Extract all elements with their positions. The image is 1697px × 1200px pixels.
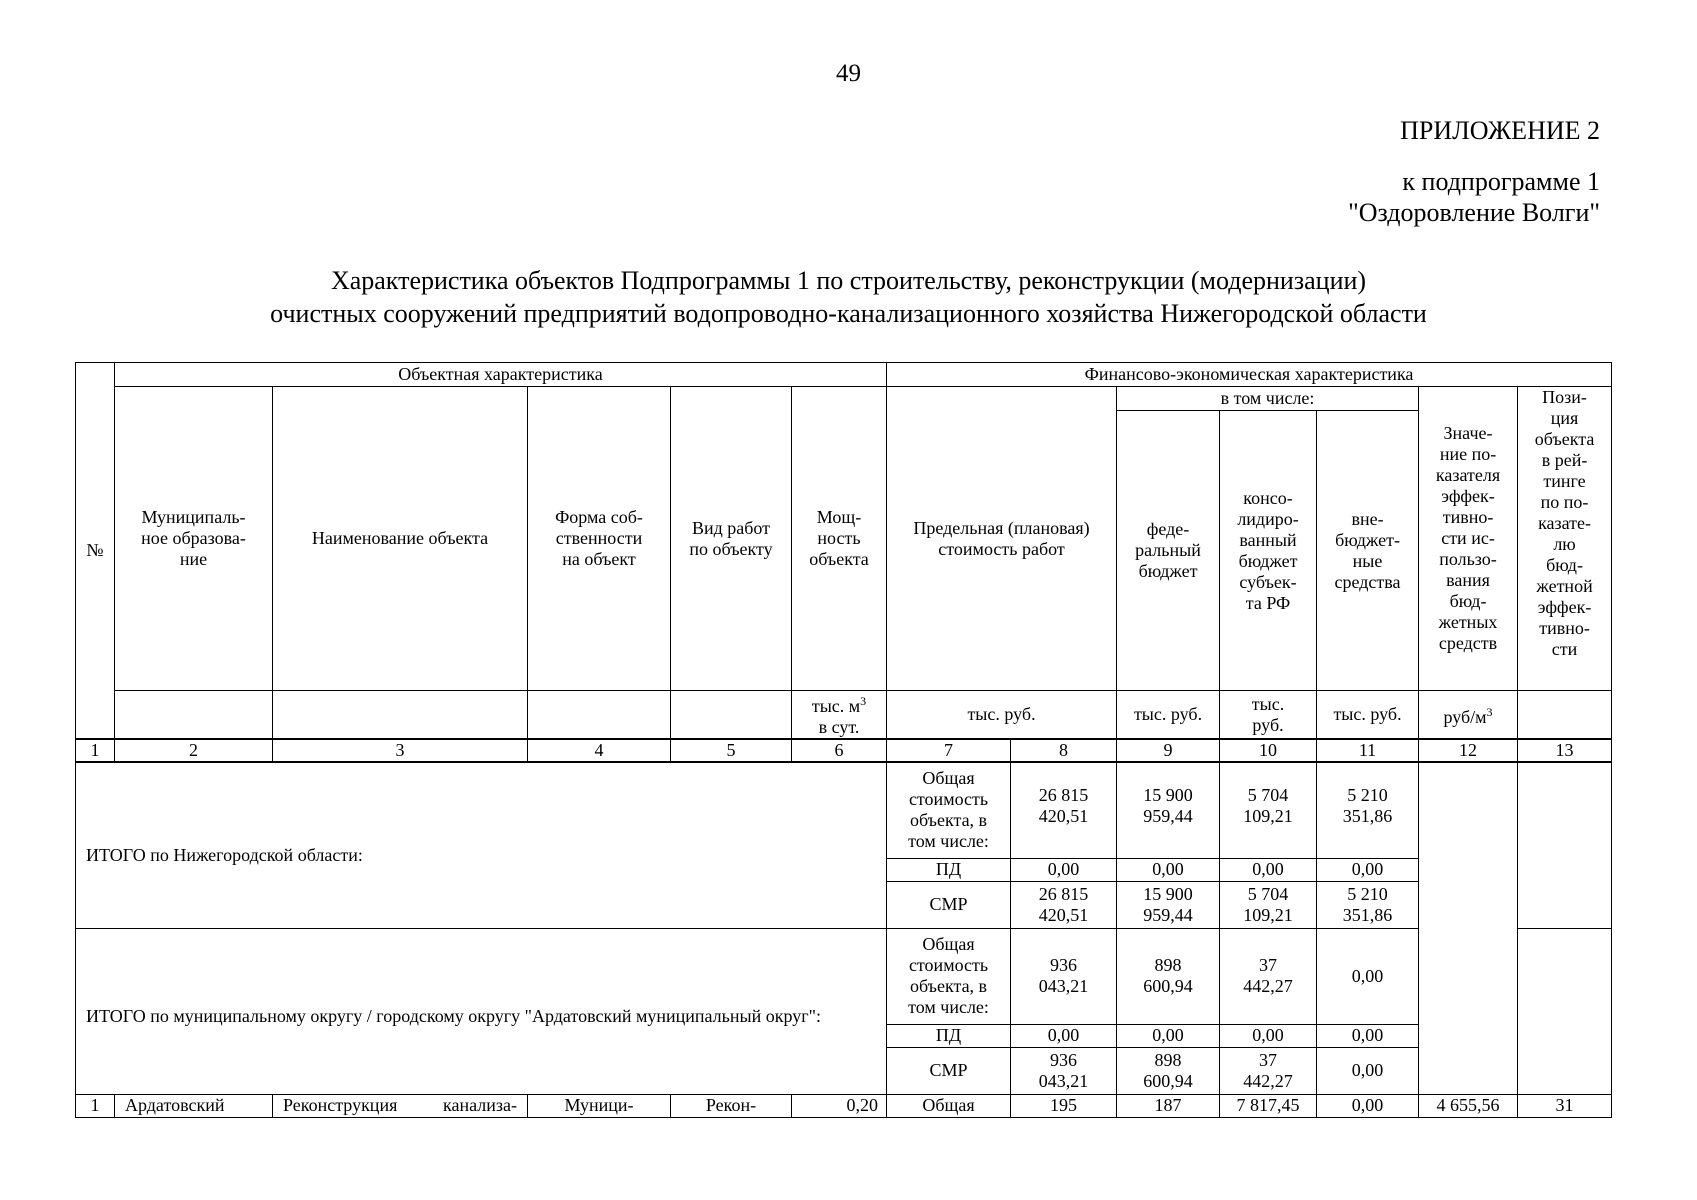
indicator-empty	[1419, 762, 1518, 1094]
cost-value: 936 043,21	[1011, 1047, 1117, 1094]
object-federal: 187	[1117, 1094, 1220, 1117]
offbudget-value: 5 210 351,86	[1317, 881, 1419, 928]
appendix-label: ПРИЛОЖЕНИЕ 2	[1400, 116, 1600, 145]
consolidated-value: 5 704 109,21	[1220, 762, 1317, 858]
object-row	[76, 1094, 1612, 1117]
unit-object-name	[273, 691, 528, 740]
header-object-group: Объектная характеристика	[115, 363, 887, 387]
header-municipality: Муниципаль- ное образова- ние	[115, 387, 273, 691]
total-region-row-total	[76, 762, 1612, 858]
header-including: в том числе:	[1117, 387, 1419, 411]
offbudget-value: 5 210 351,86	[1317, 762, 1419, 858]
object-cost-type: Общая	[887, 1094, 1011, 1117]
total-district-row-total	[76, 928, 1612, 1024]
column-numbers-row	[76, 739, 1612, 762]
header-row-including	[76, 387, 1612, 411]
federal-value: 898 600,94	[1117, 1047, 1220, 1094]
object-ownership: Муници-	[528, 1094, 671, 1117]
offbudget-value: 0,00	[1317, 858, 1419, 881]
federal-value: 15 900 959,44	[1117, 881, 1220, 928]
cost-type: ПД	[887, 858, 1011, 881]
federal-value: 0,00	[1117, 858, 1220, 881]
col-number: 4	[528, 739, 671, 762]
unit-capacity-text: тыс. м	[811, 696, 861, 716]
offbudget-value: 0,00	[1317, 928, 1419, 1024]
offbudget-value: 0,00	[1317, 1047, 1419, 1094]
offbudget-value: 0,00	[1317, 1024, 1419, 1047]
unit-position	[1518, 691, 1612, 740]
object-capacity: 0,20	[792, 1094, 887, 1117]
cost-value: 936 043,21	[1011, 928, 1117, 1024]
unit-offbudget: тыс. руб.	[1317, 691, 1419, 740]
consolidated-value: 37 442,27	[1220, 1047, 1317, 1094]
unit-capacity-text-2: в сут.	[818, 717, 860, 737]
header-max-cost: Предельная (плановая) стоимость работ	[887, 387, 1117, 691]
title-line-2: очистных сооружений предприятий водопроводно-канализационного хозяйства Нижегородской области	[270, 299, 1427, 328]
col-number: 12	[1419, 739, 1518, 762]
unit-ownership	[528, 691, 671, 740]
cost-type: СМР	[887, 1047, 1011, 1094]
position-empty	[1518, 928, 1612, 1094]
title-line-1: Характеристика объектов Подпрограммы 1 по строительству, реконструкции (модернизации)	[330, 266, 1367, 295]
header-finance-group: Финансово-экономическая характеристика	[887, 363, 1612, 387]
object-municipality: Ардатовский	[115, 1094, 273, 1117]
consolidated-value: 0,00	[1220, 1024, 1317, 1047]
page-number: 49	[836, 60, 861, 87]
cost-type: СМР	[887, 881, 1011, 928]
col-number: 10	[1220, 739, 1317, 762]
unit-capacity-sup: 3	[860, 694, 867, 708]
col-number: 7	[887, 739, 1011, 762]
object-work-type: Рекон-	[671, 1094, 792, 1117]
object-name: Реконструкция канализа-	[273, 1094, 528, 1117]
consolidated-value: 5 704 109,21	[1220, 881, 1317, 928]
cost-value: 26 815 420,51	[1011, 881, 1117, 928]
col-number: 3	[273, 739, 528, 762]
header-number: №	[76, 363, 115, 740]
total-district-label: ИТОГО по муниципальному округу / городскому округу "Ардатовский муниципальный округ":	[76, 928, 887, 1094]
header-indicator: Значе- ние по- казателя эффек- тивно- сти ис- пользо- вания бюд- жетных средств	[1419, 387, 1518, 691]
col-number: 6	[792, 739, 887, 762]
col-number: 1	[76, 739, 115, 762]
consolidated-value: 37 442,27	[1220, 928, 1317, 1024]
cost-value: 0,00	[1011, 858, 1117, 881]
subprogram-line-2: "Оздоровление Волги"	[1348, 198, 1600, 227]
unit-cost: тыс. руб.	[887, 691, 1117, 740]
cost-value: 26 815 420,51	[1011, 762, 1117, 858]
header-row-units	[76, 691, 1612, 740]
total-region-label: ИТОГО по Нижегородской области:	[76, 762, 887, 928]
federal-value: 15 900 959,44	[1117, 762, 1220, 858]
unit-federal: тыс. руб.	[1117, 691, 1220, 740]
unit-indicator	[1419, 691, 1518, 740]
object-cost: 195	[1011, 1094, 1117, 1117]
header-ownership: Форма соб- ственности на объект	[528, 387, 671, 691]
col-number: 9	[1117, 739, 1220, 762]
unit-indicator-text: руб/м	[1443, 706, 1487, 727]
object-number: 1	[76, 1094, 115, 1117]
unit-municipality	[115, 691, 273, 740]
objects-table	[75, 362, 1612, 1118]
cost-type: ПД	[887, 1024, 1011, 1047]
federal-value: 898 600,94	[1117, 928, 1220, 1024]
subprogram-reference	[1348, 166, 1600, 228]
col-number: 11	[1317, 739, 1419, 762]
header-consolidated: консо- лидиро- ванный бюджет субъек- та РФ	[1220, 411, 1317, 691]
header-object-name: Наименование объекта	[273, 387, 528, 691]
position-empty	[1518, 762, 1612, 928]
header-position: Пози- ция объекта в рей- тинге по по- казате- лю бюд- жетной эффек- тивно- сти	[1518, 387, 1612, 691]
object-consolidated: 7 817,45	[1220, 1094, 1317, 1117]
col-number: 2	[115, 739, 273, 762]
consolidated-value: 0,00	[1220, 858, 1317, 881]
header-work-type: Вид работ по объекту	[671, 387, 792, 691]
unit-capacity	[792, 691, 887, 740]
header-capacity: Мощ- ность объекта	[792, 387, 887, 691]
col-number: 5	[671, 739, 792, 762]
unit-work-type	[671, 691, 792, 740]
cost-type: Общая стоимость объекта, в том числе:	[887, 928, 1011, 1024]
col-number: 13	[1518, 739, 1612, 762]
col-number: 8	[1011, 739, 1117, 762]
object-indicator: 4 655,56	[1419, 1094, 1518, 1117]
unit-indicator-sup: 3	[1486, 704, 1493, 719]
header-federal: феде- ральный бюджет	[1117, 411, 1220, 691]
document-title	[0, 264, 1697, 330]
object-position: 31	[1518, 1094, 1612, 1117]
subprogram-line-1: к подпрограмме 1	[1402, 167, 1600, 196]
header-row-groups	[76, 363, 1612, 387]
cost-value: 0,00	[1011, 1024, 1117, 1047]
federal-value: 0,00	[1117, 1024, 1220, 1047]
header-offbudget: вне- бюджет- ные средства	[1317, 411, 1419, 691]
cost-type: Общая стоимость объекта, в том числе:	[887, 762, 1011, 858]
unit-consolidated: тыс. руб.	[1220, 691, 1317, 740]
object-offbudget: 0,00	[1317, 1094, 1419, 1117]
